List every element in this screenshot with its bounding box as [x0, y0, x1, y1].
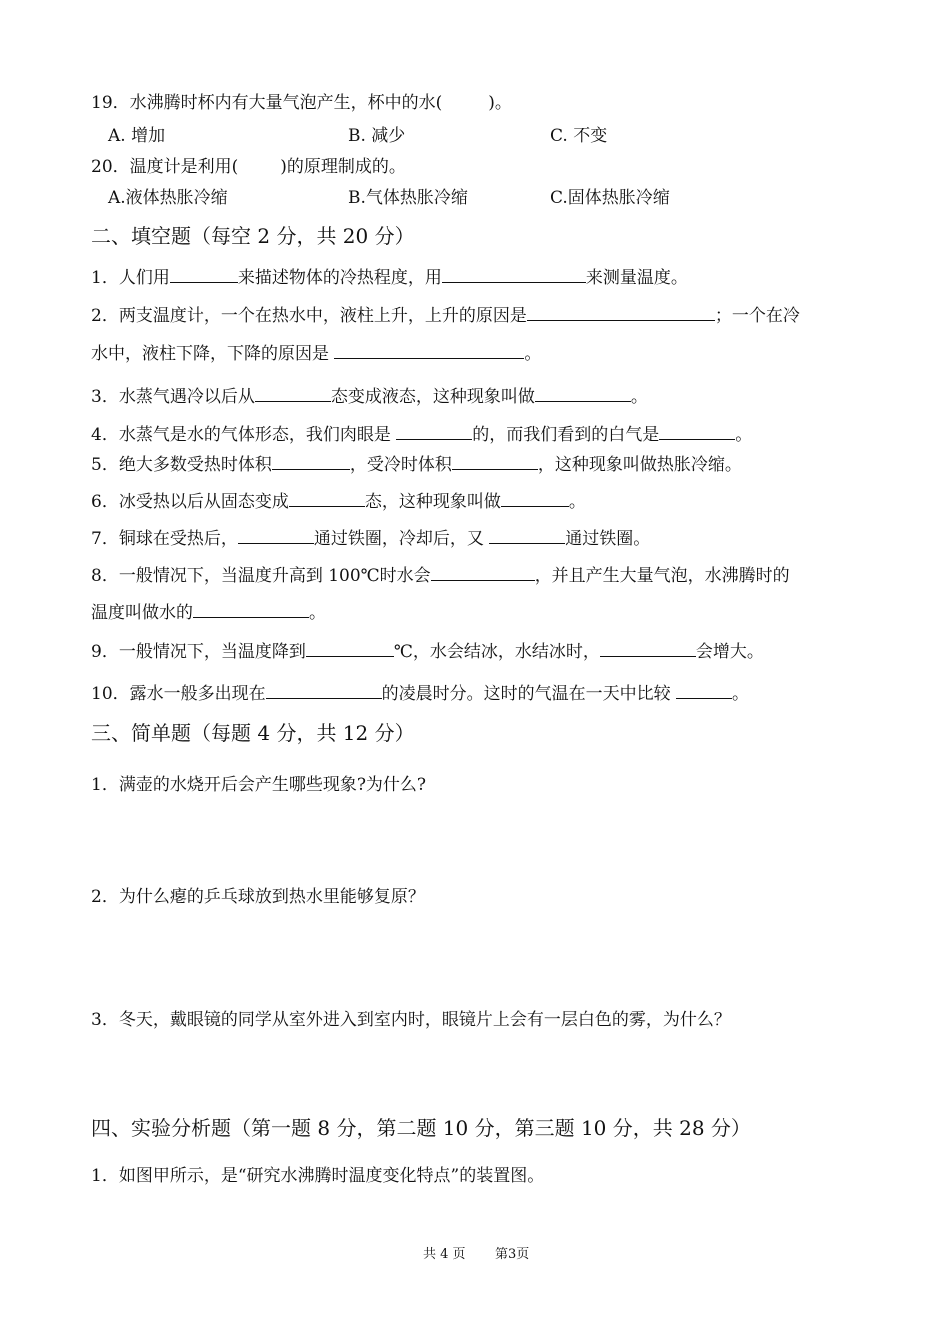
- question-19-stem: 19．水沸腾时杯内有大量气泡产生，杯中的水( )。: [91, 93, 512, 113]
- fill-question-6: 6．冰受热以后从固态变成 态，这种现象叫做 。: [91, 488, 586, 514]
- short-question-1: 1．满壶的水烧开后会产生哪些现象?为什么?: [91, 775, 427, 795]
- answer-blank[interactable]: [501, 488, 569, 507]
- answer-blank[interactable]: [527, 302, 715, 321]
- section-4-heading: 四、实验分析题（第一题 8 分，第二题 10 分，第三题 10 分，共 28 分）: [91, 1116, 751, 1140]
- footer-page-number: 第3页: [495, 1247, 530, 1262]
- question-20-stem: 20．温度计是利用( )的原理制成的。: [91, 157, 406, 177]
- question-20-option-c: C.固体热胀冷缩: [550, 188, 670, 208]
- short-question-2: 2．为什么瘪的乒乓球放到热水里能够复原？: [91, 887, 425, 907]
- answer-blank[interactable]: [489, 525, 565, 544]
- answer-blank[interactable]: [676, 680, 732, 699]
- answer-blank[interactable]: [431, 562, 535, 581]
- answer-blank[interactable]: [272, 451, 350, 470]
- fill-question-2-line-2: 水中，液柱下降，下降的原因是 。: [91, 340, 541, 366]
- answer-blank[interactable]: [600, 638, 696, 657]
- answer-blank[interactable]: [334, 340, 524, 359]
- section-3-heading: 三、简单题（每题 4 分，共 12 分）: [91, 721, 415, 745]
- fill-question-3: 3．水蒸气遇冷以后从 态变成液态，这种现象叫做 。: [91, 383, 648, 409]
- fill-question-1: 1．人们用 来描述物体的冷热程度，用 来测量温度。: [91, 264, 688, 290]
- footer-total-pages: 共 4 页: [423, 1247, 466, 1262]
- answer-blank[interactable]: [289, 488, 365, 507]
- answer-blank[interactable]: [238, 525, 314, 544]
- fill-question-8-line-1: 8．一般情况下，当温度升高到 100℃时水会 ，并且产生大量气泡，水沸腾时的: [91, 562, 790, 588]
- question-20-option-a: A.液体热胀冷缩: [108, 188, 228, 208]
- answer-blank[interactable]: [193, 599, 309, 618]
- answer-blank[interactable]: [170, 264, 238, 283]
- answer-blank[interactable]: [452, 451, 538, 470]
- answer-blank[interactable]: [266, 680, 382, 699]
- answer-blank[interactable]: [442, 264, 586, 283]
- fill-question-9: 9．一般情况下，当温度降到 ℃，水会结冰，水结冰时， 会增大。: [91, 638, 764, 664]
- question-19-option-a: A. 增加: [108, 126, 166, 146]
- question-19-option-b: B. 减少: [348, 126, 406, 146]
- fill-question-8-line-2: 温度叫做水的 。: [91, 599, 326, 625]
- answer-blank[interactable]: [306, 638, 394, 657]
- fill-question-5: 5．绝大多数受热时体积 ，受冷时体积 ，这种现象叫做热胀冷缩。: [91, 451, 742, 477]
- fill-question-4: 4．水蒸气是水的气体形态，我们肉眼是 的，而我们看到的白气是 。: [91, 421, 752, 447]
- section-2-heading: 二、填空题（每空 2 分，共 20 分）: [91, 224, 415, 248]
- fill-question-10: 10．露水一般多出现在 的凌晨时分。这时的气温在一天中比较 。: [91, 680, 749, 706]
- question-19-option-c: C. 不变: [550, 126, 608, 146]
- question-20-option-b: B.气体热胀冷缩: [348, 188, 468, 208]
- answer-blank[interactable]: [535, 383, 631, 402]
- answer-blank[interactable]: [659, 421, 735, 440]
- answer-blank[interactable]: [255, 383, 331, 402]
- answer-blank[interactable]: [396, 421, 472, 440]
- fill-question-2-line-1: 2．两支温度计，一个在热水中，液柱上升，上升的原因是 ；一个在冷: [91, 302, 800, 328]
- fill-question-7: 7．铜球在受热后， 通过铁圈，冷却后，又 通过铁圈。: [91, 525, 650, 551]
- experiment-question-1: 1．如图甲所示，是“研究水沸腾时温度变化特点”的装置图。: [91, 1166, 545, 1186]
- short-question-3: 3．冬天，戴眼镜的同学从室外进入到室内时，眼镜片上会有一层白色的雾，为什么？: [91, 1010, 731, 1030]
